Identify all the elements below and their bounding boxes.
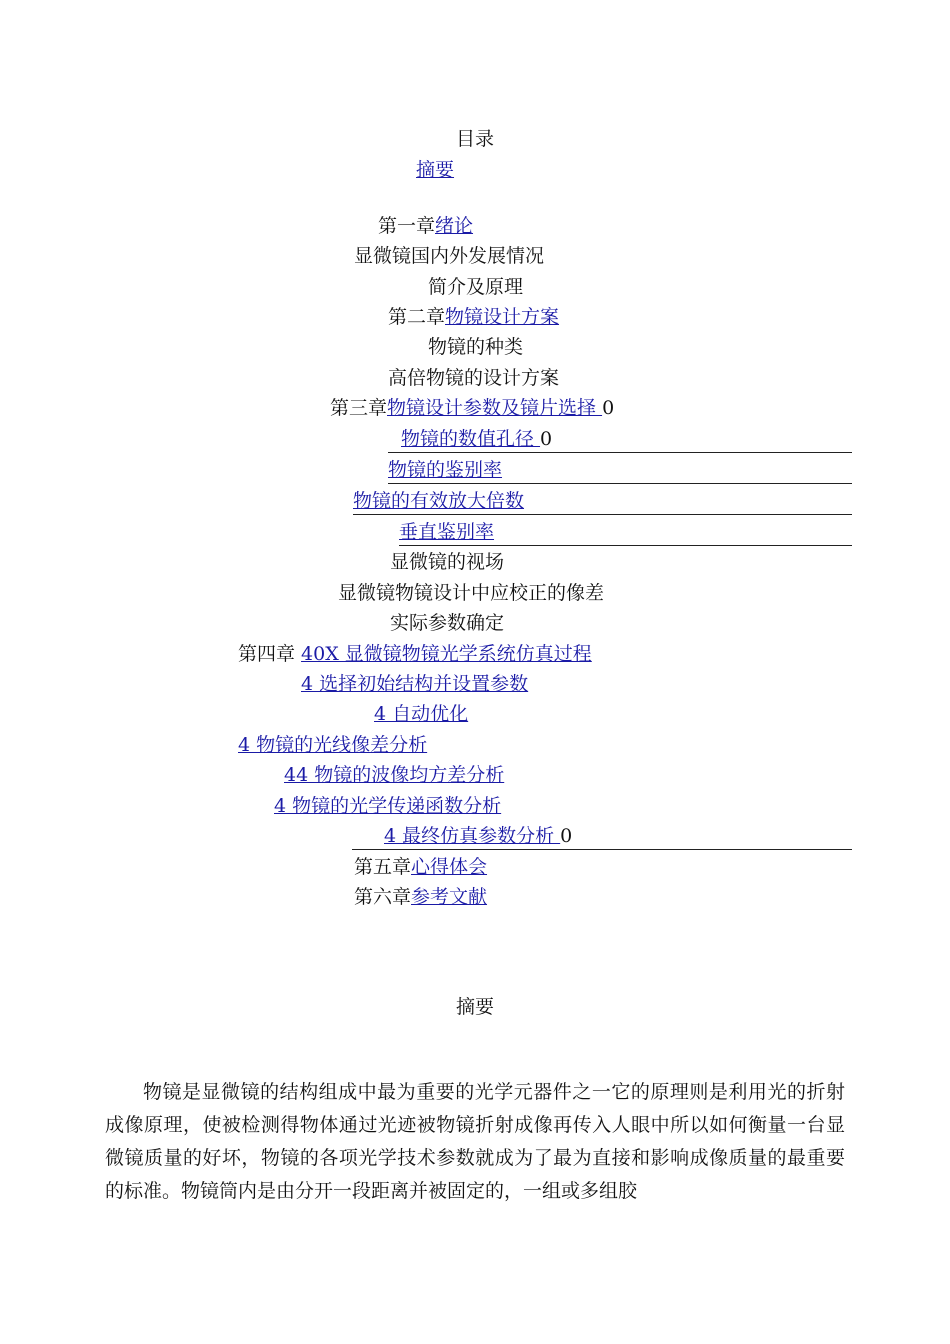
- toc-entry-chapter3[interactable]: 第三章物镜设计参数及镜片选择 0: [330, 397, 615, 419]
- toc-entry: 显微镜国内外发展情况: [354, 245, 545, 267]
- toc-link[interactable]: 4 物镜的光学传递函数分析: [274, 795, 502, 817]
- toc-entry: 简介及原理: [428, 276, 524, 298]
- toc-entry-chapter5[interactable]: 第五章心得体会: [354, 856, 488, 878]
- toc-link[interactable]: 4 最终仿真参数分析: [384, 825, 561, 847]
- toc-link[interactable]: 物镜的鉴别率: [388, 459, 503, 481]
- toc-link[interactable]: 物镜的数值孔径: [401, 428, 541, 450]
- toc-link[interactable]: 40X 显微镜物镜光学系统仿真过程: [301, 643, 592, 665]
- toc-entry[interactable]: [284, 762, 504, 788]
- toc-entry[interactable]: [238, 732, 427, 758]
- toc-entry[interactable]: 4 最终仿真参数分析 0: [384, 825, 573, 847]
- toc-link[interactable]: 物镜设计方案: [445, 306, 560, 328]
- abstract-body: 物镜是显微镜的结构组成中最为重要的光学元器件之一它的原理则是利用光的折射成像原理，使被检测得物体通过光迹被物镜折射成像再传入人眼中所以如何衡量一台显微镜质量的好坏，物镜的各项光学技术参数就成为了最为直接和影响成像质量的最重要的标准。物镜筒内是由分开一段距离并被固定的，一组或多组胶: [105, 1081, 845, 1202]
- toc-link[interactable]: 4 选择初始结构并设置参数: [301, 673, 529, 695]
- toc-link[interactable]: 44 物镜的波像均方差分析: [284, 764, 505, 786]
- toc-link[interactable]: 心得体会: [411, 856, 488, 878]
- toc-entry: 物镜的种类: [428, 336, 524, 358]
- toc-entry-chapter2[interactable]: 第二章物镜设计方案: [388, 306, 560, 328]
- toc-link[interactable]: 物镜设计参数及镜片选择: [387, 397, 603, 419]
- toc-entry[interactable]: [374, 701, 468, 727]
- toc-entry[interactable]: [353, 488, 524, 514]
- toc-entry-abstract[interactable]: [416, 157, 454, 183]
- toc-link[interactable]: 垂直鉴别率: [399, 521, 495, 543]
- toc-entry[interactable]: 物镜的数值孔径 0: [401, 428, 553, 450]
- toc-link[interactable]: 物镜的有效放大倍数: [353, 490, 525, 512]
- toc-link[interactable]: 4 物镜的光线像差分析: [238, 734, 428, 756]
- toc-link[interactable]: 参考文献: [411, 886, 488, 908]
- toc-entry[interactable]: [274, 793, 501, 819]
- toc-rule: [352, 849, 852, 850]
- toc-entry[interactable]: [301, 671, 528, 697]
- toc-entry: 显微镜的视场: [390, 551, 505, 573]
- toc-entry-chapter4[interactable]: 第四章 40X 显微镜物镜光学系统仿真过程: [238, 643, 592, 665]
- toc-title: 目录: [455, 128, 494, 150]
- toc-rule: [388, 483, 852, 484]
- toc-link[interactable]: 绪论: [435, 215, 474, 237]
- toc-rule: [388, 452, 852, 453]
- toc-entry[interactable]: [399, 519, 494, 545]
- toc-link[interactable]: 摘要: [416, 159, 455, 181]
- toc-link[interactable]: 4 自动优化: [374, 703, 469, 725]
- abstract-heading: 摘要: [455, 996, 494, 1018]
- toc-entry-chapter1[interactable]: 第一章绪论: [378, 215, 474, 237]
- toc-entry: 显微镜物镜设计中应校正的像差: [338, 582, 605, 604]
- toc-entry-chapter6[interactable]: 第六章参考文献: [354, 886, 488, 908]
- toc-entry: 高倍物镜的设计方案: [388, 367, 560, 389]
- toc-entry: 实际参数确定: [390, 612, 505, 634]
- toc-rule: [353, 514, 852, 515]
- toc-rule: [399, 545, 852, 546]
- toc-entry[interactable]: [388, 457, 502, 483]
